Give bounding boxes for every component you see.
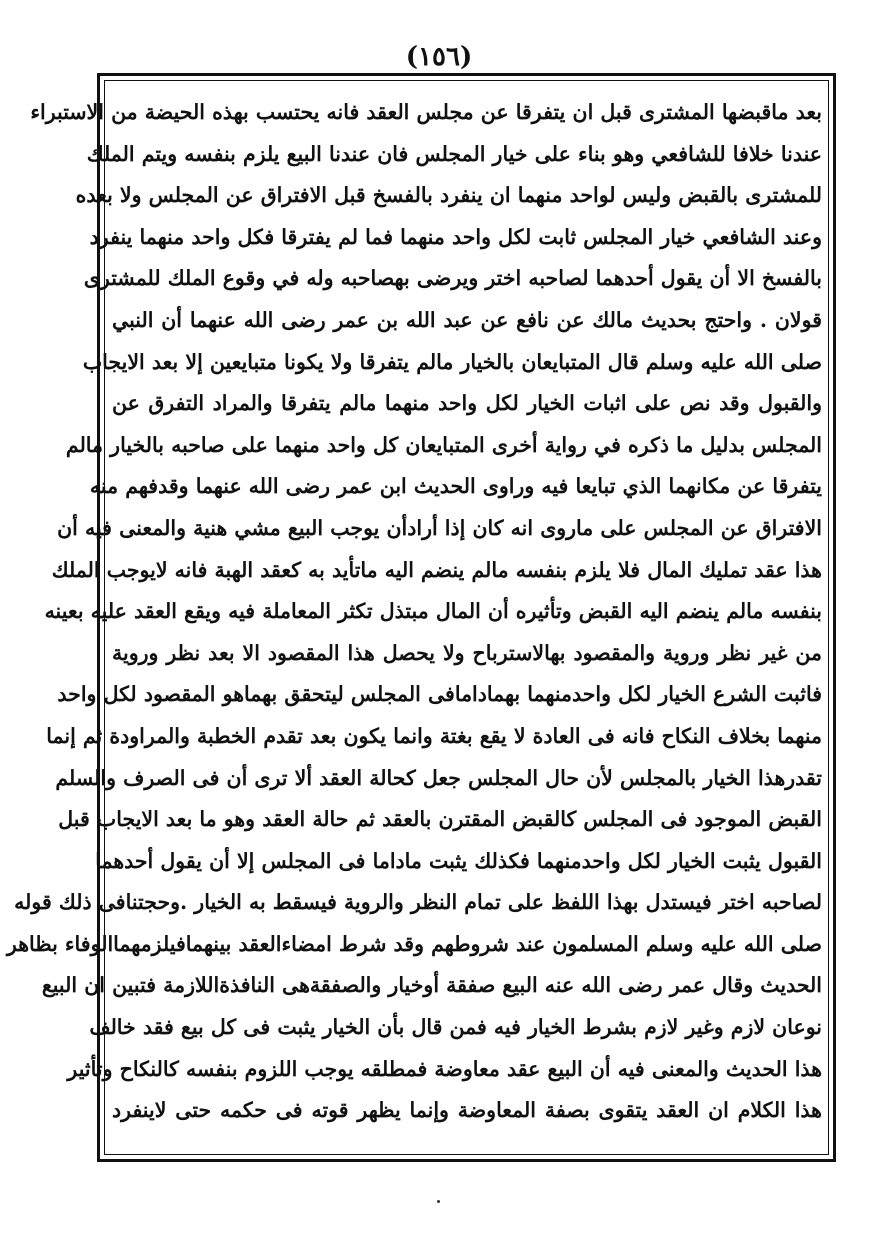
text-line: وعند الشافعي خيار المجلس ثابت لكل واحد منهما فما لم يفترقا فكل واحد منهما ينفرد [89,224,822,249]
text-line: هذا الحديث والمعنى فيه أن البيع عقد معاوضة فمطلقه يوجب اللزوم بنفسه كالنكاح وتأثير [67,1056,822,1081]
text-line: بعد ماقبضها المشترى قبل ان يتفرقا عن مجلس العقد فانه يحتسب بهذه الحيضة من الاستبراء [30,100,822,124]
text-line: يتفرقا عن مكانهما الذي تبايعا فيه وراوى الحديث ابن عمر رضى الله عنهما وقدفهم منه [89,474,822,499]
footer-dot [437,1200,440,1203]
text-line: منهما بخلاف النكاح فانه فى العادة لا يقع بغتة وانما يكون بعد تقدم الخطبة والمراودة ثم إنما [46,723,822,748]
text-line: القبض الموجود فى المجلس كالقبض المقترن بالعقد ثم حالة العقد وهو ما بعد الايجاب قبل [58,807,822,832]
text-line: الحديث وقال عمر رضى الله عنه البيع صفقة أوخيار والصفقةهى النافذةاللازمة فتبين ان البيع [41,973,822,998]
text-line: لصاحبه اختر فيستدل بهذا اللفظ على تمام النظر والروية فيسقط به الخيار .وحجتنافى ذلك قوله [14,890,822,915]
text-line: تقدرهذا الخيار بالمجلس لأن حال المجلس جعل كحالة العقد ألا ترى أن فى الصرف والسلم [55,765,822,790]
text-line: هذا عقد تمليك المال فلا يلزم بنفسه مالم ينضم اليه ماتأيد به كعقد الهبة فانه لايوجب الملك [51,557,822,582]
text-line: المجلس بدليل ما ذكره في رواية أخرى المتبايعان كل واحد منهما على صاحبه بالخيار مالم [65,432,822,457]
text-line: بنفسه مالم ينضم اليه القبض وتأثيره أن المال مبتذل تكثر المعاملة فيه ويقع العقد عليه بعينه [44,599,822,624]
text-line: بالفسخ الا أن يقول أحدهما لصاحبه اختر ويرضى بهصاحبه وله في وقوع الملك للمشترى [83,266,822,291]
text-line: عندنا خلافا للشافعي وهو بناء على خيار المجلس فان عندنا البيع يلزم بنفسه ويتم الملك [86,141,822,166]
text-line: الافتراق عن المجلس على ماروى انه كان إذا أرادأن يوجب البيع مشي هنية والمعنى فيه أن [57,515,822,540]
text-line: هذا الكلام ان العقد يتقوى بصفة المعاوضة وإنما يظهر قوته فى حكمه حتى لاينفرد [112,1098,822,1123]
text-line: صلى الله عليه وسلم المسلمون عند شروطهم وقد شرط امضاءالعقد بينهمافيلزمهماالوفاء بظاهر [6,931,822,956]
page-number: (١٥٦) [405,42,473,72]
text-line: قولان . واحتج بحديث مالك عن نافع عن عبد الله بن عمر رضى الله عنهما أن النبي [112,307,822,332]
text-line: للمشترى بالقبض وليس لواحد منهما ان ينفرد بالفسخ قبل الافتراق عن المجلس ولا بعده [75,183,822,208]
text-line: صلى الله عليه وسلم قال المتبايعان بالخيار مالم يتفرقا ولا يكونا متبايعين إلا بعد الايجاب [82,349,822,374]
text-line: القبول يثبت الخيار لكل واحدمنهما فكذلك يثبت ماداما فى المجلس إلا أن يقول أحدهما [95,848,822,873]
text-line: والقبول وقد نص على اثبات الخيار لكل واحد منهما مالم يتفرقا والمراد التفرق عن [112,391,822,416]
text-line: نوعان لازم وغير لازم بشرط الخيار فيه فمن قال بأن الخيار يثبت فى كل بيع فقد خالف [89,1015,822,1040]
text-line: من غير نظر وروية والمقصود بهالاسترباح ولا يحصل هذا المقصود الا بعد نظر وروية [112,640,822,665]
body-text [6,92,822,1132]
text-line: فاثبت الشرع الخيار لكل واحدمنهما بهمادامافى المجلس ليتحقق بهماهو المقصود لكل واحد [57,682,822,707]
